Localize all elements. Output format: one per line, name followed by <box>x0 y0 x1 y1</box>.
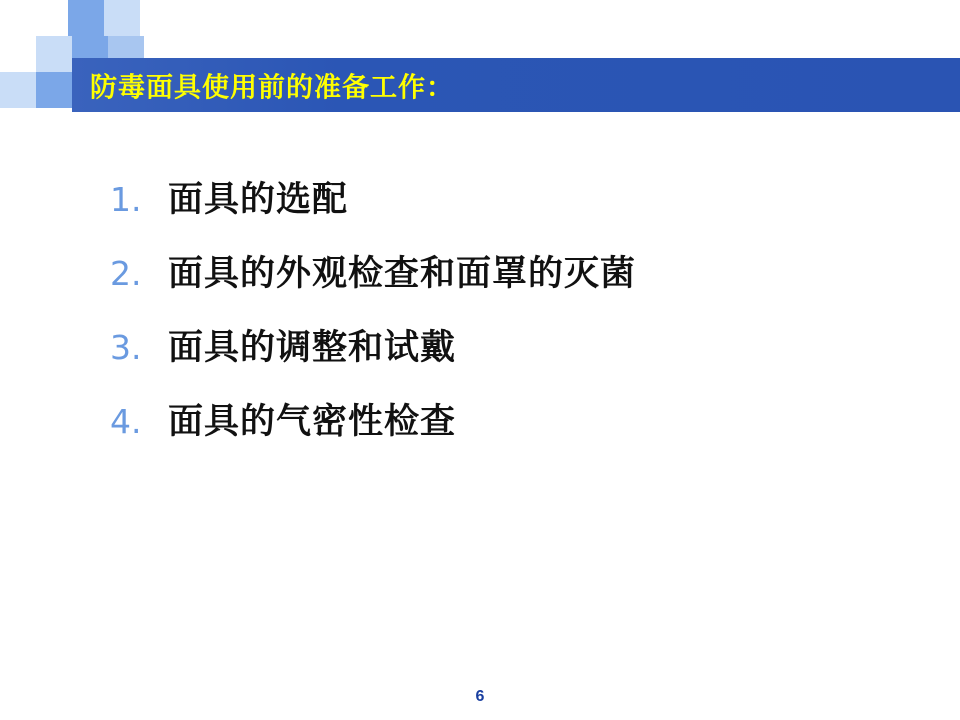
list-item-number: 3. <box>110 328 142 367</box>
list-item <box>110 172 910 224</box>
list-item-number: 1. <box>110 180 142 219</box>
list-item-label: 面具的气密性检查 <box>168 402 457 442</box>
decorative-square <box>104 0 140 36</box>
list-item-label: 面具的选配 <box>168 180 349 220</box>
decorative-square <box>0 72 36 108</box>
list-item-number: 4. <box>110 402 142 441</box>
list-item <box>110 320 910 372</box>
list-item-label: 面具的调整和试戴 <box>168 328 457 368</box>
decorative-square <box>36 36 72 72</box>
slide-body-list <box>110 172 910 468</box>
list-item <box>110 394 910 446</box>
slide-title: 防毒面具使用前的准备工作： <box>90 72 454 104</box>
decorative-square <box>36 72 72 108</box>
decorative-square <box>68 0 104 36</box>
list-item-label: 面具的外观检查和面罩的灭菌 <box>168 254 637 294</box>
slide-title-bar <box>72 58 960 112</box>
list-item-number: 2. <box>110 254 142 293</box>
page-number: 6 <box>475 688 485 705</box>
list-item <box>110 246 910 298</box>
